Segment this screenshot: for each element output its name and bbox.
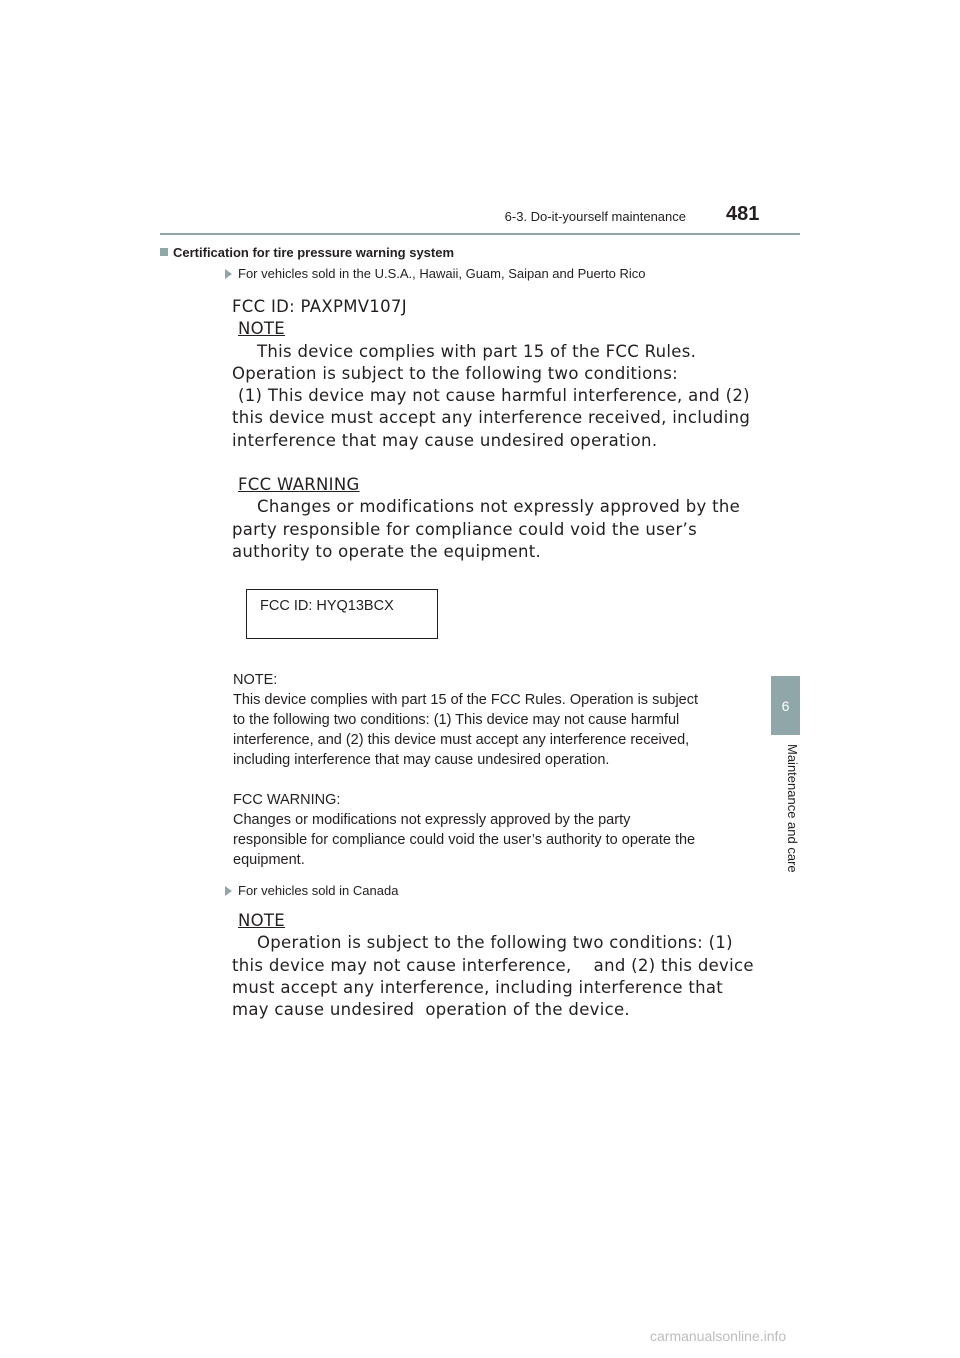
label2-warning-heading: FCC WARNING:	[233, 792, 341, 808]
label1-note-line: this device must accept any interference received, including	[232, 408, 751, 428]
label2-warning-line: responsible for compliance could void the user’s authority to operate the	[233, 832, 696, 848]
bullet-usa-text: For vehicles sold in the U.S.A., Hawaii, Guam, Saipan and Puerto Rico	[238, 266, 646, 281]
chapter-number: 6	[781, 697, 790, 714]
label3-note-line: may cause undesired operation of the device.	[232, 1000, 630, 1020]
label2-fcc-id-box	[246, 589, 438, 639]
label-paxpmv107j	[232, 296, 750, 563]
label2-note-heading: NOTE:	[233, 672, 278, 688]
label1-note-line: This device complies with part 15 of the FCC Rules.	[257, 341, 697, 361]
header-divider	[160, 233, 800, 235]
label2-note-line: to the following two conditions: (1) This device may not cause harmful	[233, 712, 680, 728]
label1-warning-heading: FCC WARNING	[238, 475, 360, 495]
label2-note-line: interference, and (2) this device must accept any interference received,	[233, 732, 690, 748]
watermark: carmanualsonline.info	[650, 1328, 787, 1344]
bullet-canada-text: For vehicles sold in Canada	[238, 883, 399, 898]
header-section-title: 6-3. Do-it-yourself maintenance	[504, 209, 686, 224]
chapter-tab[interactable]	[771, 676, 800, 735]
label2-fcc-id: FCC ID: HYQ13BCX	[260, 598, 394, 614]
label2-note-line: including interference that may cause undesired operation.	[233, 752, 610, 768]
label2-note-line: This device complies with part 15 of the FCC Rules. Operation is subject	[233, 692, 699, 708]
label-canada	[232, 910, 754, 1021]
label2-warning-line: Changes or modifications not expressly approved by the party	[233, 812, 631, 828]
label1-note-heading: NOTE	[238, 319, 286, 339]
label1-warning-line: Changes or modifications not expressly approved by the	[257, 497, 741, 517]
page-number: 481	[726, 203, 760, 225]
label1-fcc-id: FCC ID: PAXPMV107J	[232, 297, 407, 316]
label2-warning-line: equipment.	[233, 852, 305, 868]
label3-note-heading: NOTE	[238, 911, 286, 930]
label1-warning-line: authority to operate the equipment.	[232, 541, 542, 561]
label2-warning	[233, 790, 695, 870]
bullet-usa	[225, 266, 646, 281]
label3-note-line: Operation is subject to the following two conditions: (1)	[257, 933, 733, 953]
label3-note-line: this device may not cause interference, and (2) this device	[232, 955, 754, 975]
label1-note-line: Operation is subject to the following two conditions:	[232, 363, 679, 383]
label2-note	[233, 670, 698, 770]
label1-warning-line: party responsible for compliance could void the user’s	[232, 519, 697, 539]
label1-note-line: (1) This device may not cause harmful interference, and (2)	[238, 386, 750, 406]
label1-note-line: interference that may cause undesired operation.	[232, 430, 658, 450]
triangle-bullet-icon	[225, 886, 232, 896]
label3-note-line: must accept any interference, including interference that	[232, 977, 724, 997]
bullet-canada	[225, 883, 398, 898]
section-heading-text: Certification for tire pressure warning system	[173, 245, 455, 260]
section-heading	[160, 245, 454, 260]
square-bullet-icon	[160, 248, 168, 256]
triangle-bullet-icon	[225, 269, 232, 279]
chapter-label: Maintenance and care	[785, 744, 800, 873]
